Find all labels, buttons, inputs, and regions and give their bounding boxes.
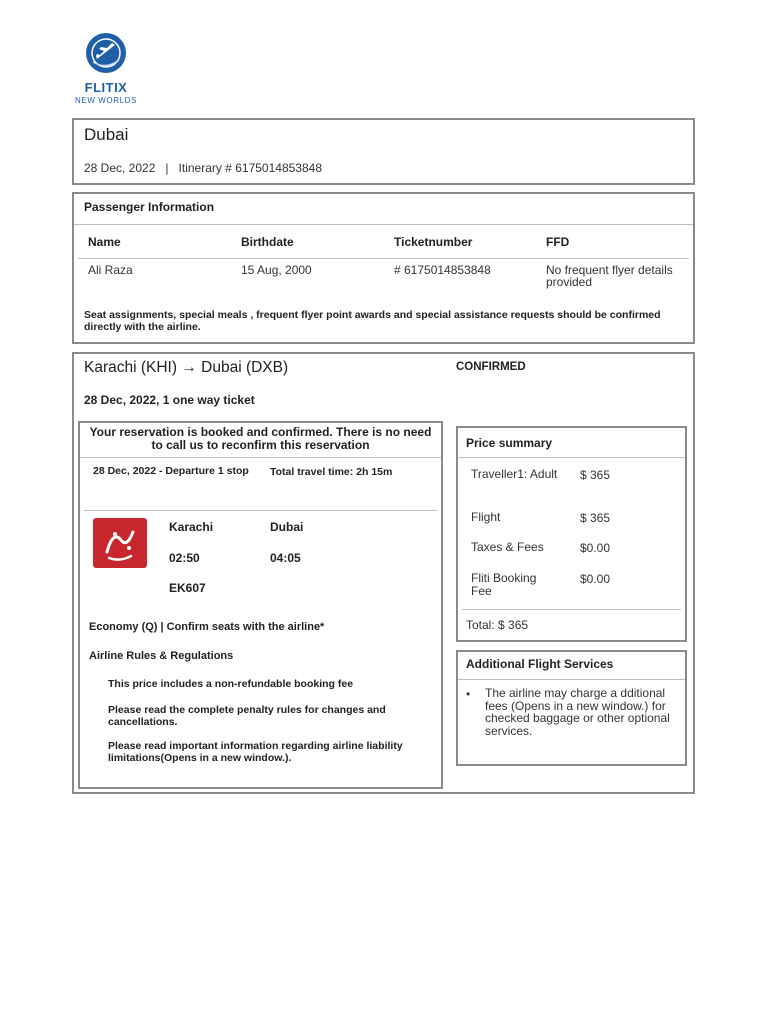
- rules-title: Airline Rules & Regulations: [89, 650, 234, 662]
- divider: [78, 258, 689, 259]
- arrival-time: 04:05: [270, 551, 301, 565]
- divider: [74, 224, 693, 225]
- passenger-birthdate: 15 Aug, 2000: [241, 263, 312, 277]
- price-value-booking-fee: $0.00: [580, 572, 611, 586]
- column-header-name: Name: [88, 235, 121, 249]
- bullet-icon: •: [466, 687, 471, 701]
- ticket-date: 28 Dec, 2022, 1 one way ticket: [84, 393, 255, 407]
- flight-route: Karachi (KHI) → Dubai (DXB): [84, 359, 289, 376]
- destination-title: Dubai: [84, 125, 129, 144]
- price-value-traveller: $ 365: [580, 468, 611, 482]
- brand-name: FLITIX: [84, 80, 128, 95]
- destination-city: Dubai: [270, 520, 304, 534]
- divider: [458, 679, 685, 680]
- ffd-value: No frequent flyer details provided: [546, 263, 673, 289]
- booking-date: 28 Dec, 2022: [84, 161, 156, 175]
- column-header-ticketnumber: Ticketnumber: [394, 235, 473, 249]
- rule-penalty: Please read the complete penalty rules for changes and cancellations.: [108, 704, 386, 728]
- price-label-taxes: Taxes & Fees: [471, 540, 544, 554]
- itinerary-number: Itinerary # 6175014853848: [178, 161, 322, 175]
- meta-separator: |: [165, 161, 169, 175]
- divider: [84, 510, 437, 511]
- divider: [462, 609, 681, 610]
- brand-tagline: NEW WORLDS: [75, 96, 137, 105]
- confirmation-note: Seat assignments, special meals , frequent flyer point awards and special assistance requests should be confirmed directly with the airline.: [84, 309, 661, 333]
- price-summary: [456, 426, 687, 642]
- divider: [80, 457, 441, 458]
- passenger-information: [72, 192, 695, 344]
- reservation-heading: Your reservation is booked and confirmed. There is no need to call us to reconfirm this reservation: [89, 425, 432, 452]
- departure-time: 02:50: [169, 551, 200, 565]
- flight-number: EK607: [169, 581, 206, 595]
- travel-time: Total travel time: 2h 15m: [270, 466, 393, 478]
- itinerary-meta: [84, 161, 322, 175]
- price-label-flight: Flight: [471, 510, 501, 524]
- price-label-traveller: Traveller1: Adult: [471, 467, 558, 481]
- departure-info: 28 Dec, 2022 - Departure 1 stop: [93, 465, 249, 477]
- section-title: Passenger Information: [84, 200, 215, 214]
- additional-services-text: The airline may charge a dditional fees (Opens in a new window.) for checked baggage or other optional services.: [485, 686, 670, 738]
- origin-city: Karachi: [169, 520, 214, 534]
- ticket-number: # 6175014853848: [394, 263, 491, 277]
- brand-logo: [72, 30, 142, 106]
- cabin-class: Economy (Q) | Confirm seats with the airline*: [89, 621, 325, 633]
- column-header-birthdate: Birthdate: [241, 235, 294, 249]
- price-label-booking-fee: Fliti Booking Fee: [471, 571, 537, 598]
- additional-services: [456, 650, 687, 766]
- status-badge: CONFIRMED: [456, 361, 526, 373]
- passenger-name: Ali Raza: [88, 263, 133, 277]
- rule-booking-fee: This price includes a non-refundable booking fee: [108, 678, 354, 690]
- price-summary-title: Price summary: [466, 436, 553, 450]
- airline-logo-icon: [93, 518, 147, 568]
- column-header-ffd: FFD: [546, 235, 570, 249]
- flight-details: [72, 352, 695, 794]
- plane-globe-icon: [85, 32, 127, 74]
- additional-services-title: Additional Flight Services: [466, 657, 614, 671]
- reservation-panel: [78, 421, 443, 789]
- price-total: Total: $ 365: [466, 618, 529, 632]
- price-value-flight: $ 365: [580, 511, 611, 525]
- itinerary-header: [72, 118, 695, 185]
- price-value-taxes: $0.00: [580, 541, 611, 555]
- rule-liability: Please read important information regarding airline liability limitations(Opens in a new window.).: [108, 740, 403, 764]
- divider: [458, 457, 685, 458]
